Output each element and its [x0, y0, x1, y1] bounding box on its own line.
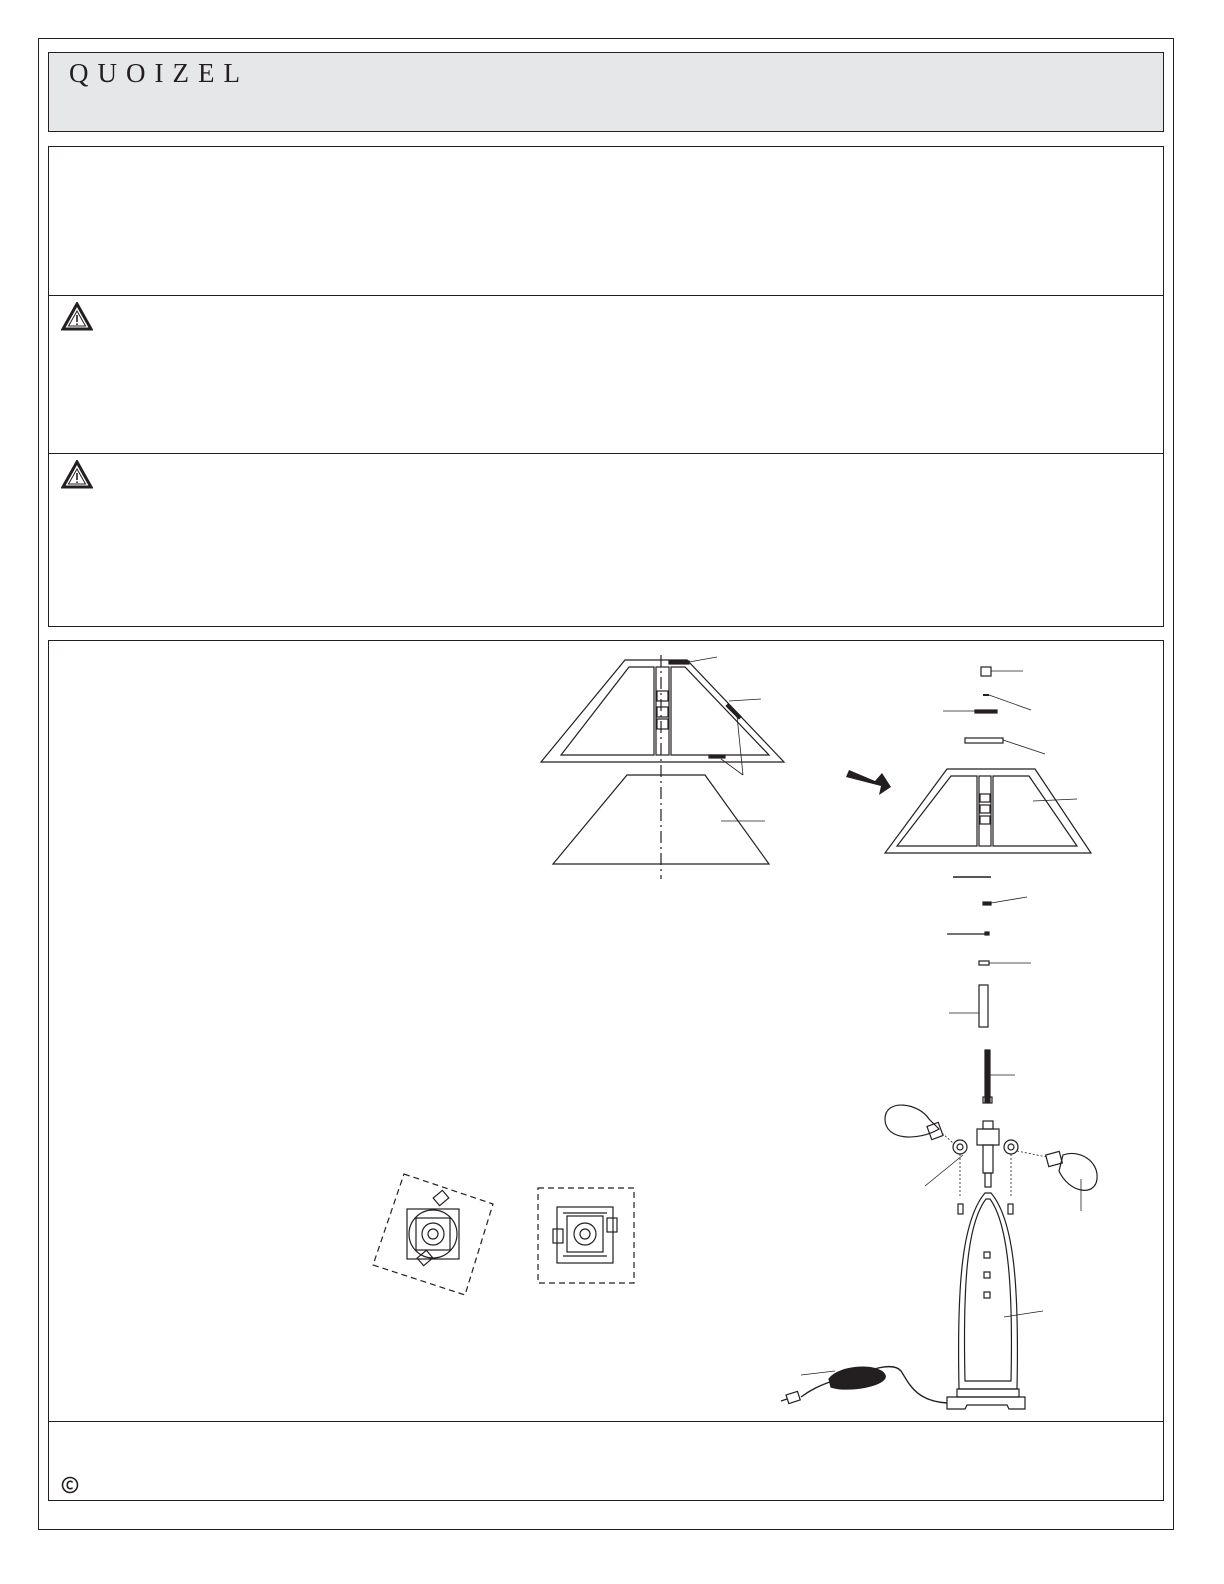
intro-section — [48, 146, 1164, 296]
assembly-diagram-section — [48, 640, 1164, 1422]
warning-triangle-icon — [61, 302, 93, 332]
header-bar — [48, 52, 1164, 132]
warning-section-1 — [48, 295, 1164, 454]
brand-logo: QUOIZEL — [69, 58, 249, 88]
warning-triangle-icon — [61, 460, 93, 490]
assembly-diagram — [49, 641, 1165, 1423]
socket-top-view-aligned — [538, 1188, 634, 1283]
shade-detail — [541, 655, 784, 879]
footer-section — [48, 1421, 1164, 1501]
arrow-icon — [846, 770, 891, 795]
copyright-icon — [61, 1476, 79, 1494]
socket-top-view-rotated — [373, 1174, 493, 1295]
exploded-assembly — [781, 667, 1097, 1409]
warning-section-2 — [48, 453, 1164, 627]
